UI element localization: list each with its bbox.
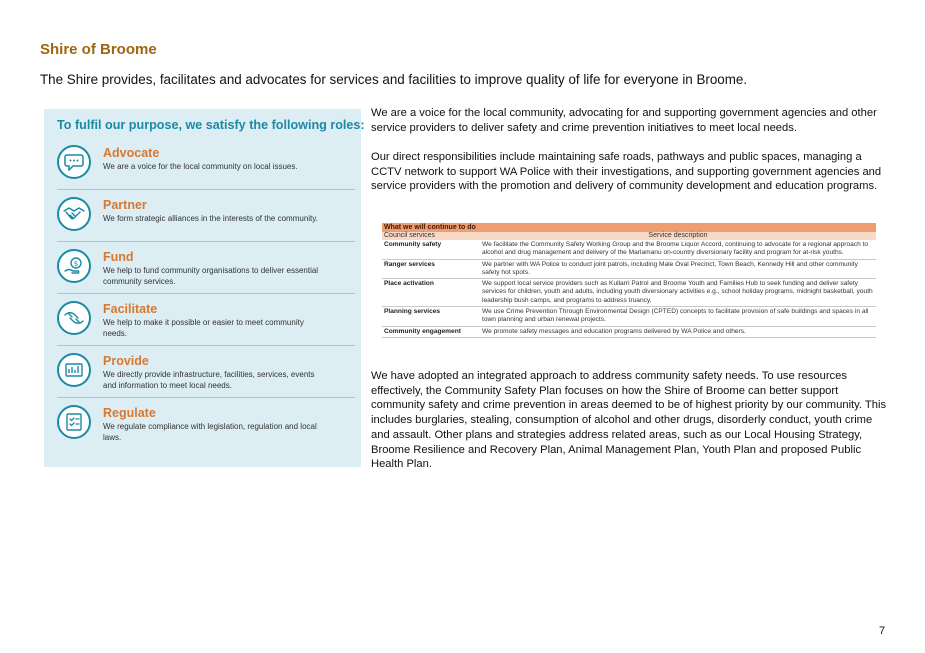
role-description: We regulate compliance with legislation, regulation and local laws. [103, 422, 317, 442]
role-provide [57, 346, 355, 398]
role-name: Provide [103, 354, 149, 368]
service-description: We support local service providers such as Kullarri Patrol and Broome Youth and Families Hub to seek funding and deliver safety services for children, youth and adults, including youth diversionary activities e.g., school holiday programs, midnight basketball, youth leadership bush camps, and programs to address truancy. [480, 279, 876, 307]
checklist-icon [57, 405, 91, 439]
role-facilitate [57, 294, 355, 346]
table-row [382, 279, 876, 307]
role-name: Partner [103, 198, 147, 212]
service-description: We partner with WA Police to conduct joint patrols, including Male Oval Precinct, Town Beach, Kennedy Hill and other community safety hot spots. [480, 259, 876, 279]
service-description: We facilitate the Community Safety Working Group and the Broome Liquor Accord, continuing to advocate for a regional approach to alcohol and drug management and delivery of the Marlamanu on-country diversionary facility and program for at-risk youths. [480, 240, 876, 259]
page-title: Shire of Broome [40, 41, 157, 58]
service-name: Community engagement [382, 326, 480, 337]
paragraph-advocacy: We are a voice for the local community, advocating for and supporting government agencies and other service providers to deliver safety and crime prevention initiatives to meet local needs. [371, 107, 877, 134]
table-header-row [382, 232, 876, 240]
column-header-service: Council services [382, 232, 480, 240]
service-name: Planning services [382, 307, 480, 327]
role-advocate [57, 138, 355, 190]
role-name: Facilitate [103, 302, 158, 316]
service-name: Ranger services [382, 259, 480, 279]
infrastructure-icon [57, 353, 91, 387]
roles-panel [44, 109, 365, 467]
role-name: Fund [103, 250, 134, 264]
role-name: Regulate [103, 406, 156, 420]
role-description: We form strategic alliances in the interests of the community. [103, 214, 318, 223]
table-row [382, 307, 876, 327]
handshake-icon [57, 197, 91, 231]
hand-coin-icon [57, 249, 91, 283]
table-row [382, 240, 876, 259]
services-table [382, 223, 876, 338]
role-fund [57, 242, 355, 294]
table-heading-row [382, 223, 876, 232]
paragraph-responsibilities: Our direct responsibilities include maintaining safe roads, pathways and public spaces, managing a CCTV network to support WA Police with their investigations, and supporting government agencies and service providers with the promotion and delivery of community development and education programs. [371, 151, 882, 193]
service-description: We promote safety messages and education programs delivered by WA Police and others. [480, 326, 876, 337]
speech-bubble-icon [57, 145, 91, 179]
role-regulate [57, 398, 355, 450]
service-description: We use Crime Prevention Through Environmental Design (CPTED) concepts to facilitate provision of safe buildings and spaces in all town planning and urban renewal projects. [480, 307, 876, 327]
role-name: Advocate [103, 146, 160, 160]
table-row [382, 259, 876, 279]
service-name: Community safety [382, 240, 480, 259]
page-number: 7 [879, 625, 886, 637]
column-header-description: Service description [480, 232, 876, 240]
table-heading: What we will continue to do [382, 223, 876, 232]
paragraph-integrated-approach: We have adopted an integrated approach to address community safety needs. To use resources effectively, the Community Safety Plan focuses on how the Shire of Broome can better support community safety and crime prevention in areas deemed to be of highest priority by our community. This includes burglaries, stealing, consumption of alcohol and other drugs, disorderly conduct, youth crime and assault. Other plans and strategies address related areas, such as our Local Housing Strategy, Broome Resilience and Recovery Plan, Animal Management Plan, Youth Plan and proposed Public Health Plan. [371, 370, 887, 471]
service-name: Place activation [382, 279, 480, 307]
role-description: We directly provide infrastructure, facilities, services, events and information to meet local needs. [103, 370, 315, 390]
roles-heading: To fulfil our purpose, we satisfy the following roles: [57, 118, 365, 132]
helping-hands-icon [57, 301, 91, 335]
role-partner [57, 190, 355, 242]
role-description: We help to fund community organisations to deliver essential community services. [103, 266, 319, 286]
table-row [382, 326, 876, 337]
role-description: We are a voice for the local community on local issues. [103, 162, 298, 171]
intro-text: The Shire provides, facilitates and advocates for services and facilities to improve quality of life for everyone in Broome. [40, 72, 748, 87]
role-description: We help to make it possible or easier to meet community needs. [103, 318, 304, 338]
svg-text:$: $ [73, 260, 79, 268]
